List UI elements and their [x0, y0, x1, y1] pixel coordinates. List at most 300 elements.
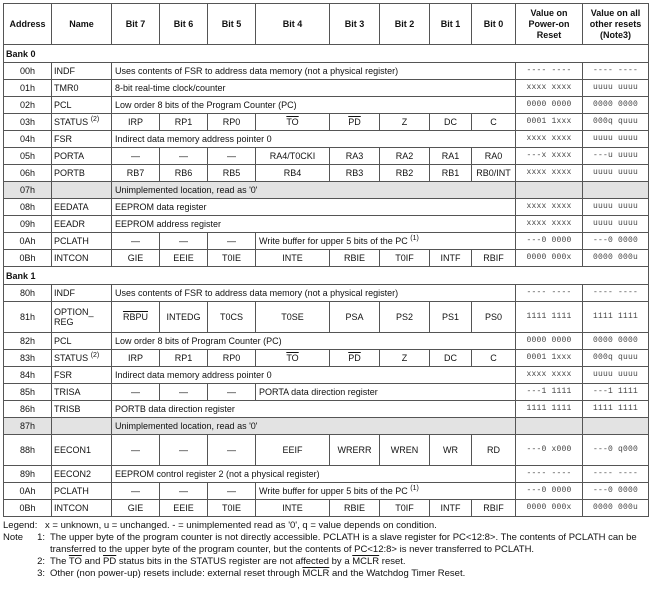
bit-cell [256, 500, 330, 517]
bit-label: RB0/INT [476, 168, 511, 178]
register-name [52, 250, 112, 267]
note-label: Note [3, 532, 24, 543]
register-address: 80h [4, 285, 52, 302]
bit-label: PS0 [484, 312, 502, 322]
description-text: Low order 8 bits of the Program Counter (PC) [115, 100, 297, 110]
power-on-reset-value: 0001 1xxx [516, 114, 583, 131]
register-name-text: FSR [54, 370, 72, 380]
other-reset-value: uuuu uuuu [583, 367, 649, 384]
bit-label: IRP [127, 353, 143, 363]
register-description [256, 233, 516, 250]
footnote-ref: (1) [410, 235, 419, 242]
description-text: PORTA data direction register [259, 387, 378, 397]
column-header: Bit 6 [160, 4, 208, 45]
register-name [52, 97, 112, 114]
register-name [52, 435, 112, 466]
description-text: Low order 8 bits of Program Counter (PC) [115, 336, 282, 346]
note-1-number: 1: [37, 532, 45, 543]
bit-cell [330, 165, 380, 182]
other-reset-value: 000q quuu [583, 350, 649, 367]
bit-label: PS1 [441, 312, 459, 322]
bit-label: GIE [127, 253, 144, 263]
other-reset-value: 0000 0000 [583, 97, 649, 114]
bit-cell: — [208, 233, 256, 250]
bit-cell [208, 165, 256, 182]
register-name [52, 302, 112, 333]
note-3 [3, 568, 648, 580]
bit-cell [430, 148, 472, 165]
register-description [112, 199, 516, 216]
register-address: 05h [4, 148, 52, 165]
description-text: 8-bit real-time clock/counter [115, 83, 226, 93]
bit-cell [112, 165, 160, 182]
bit-cell [330, 435, 380, 466]
bit-cell: — [160, 483, 208, 500]
bit-cell [112, 350, 160, 367]
bit-cell: — [160, 233, 208, 250]
register-name-text: INDF [54, 288, 75, 298]
power-on-reset-value: ---x xxxx [516, 148, 583, 165]
bit-cell [472, 165, 516, 182]
register-name [52, 114, 112, 131]
bank-header-row [4, 45, 649, 63]
bit-label: RBIE [343, 503, 365, 513]
footnote-ref: (2) [90, 352, 100, 359]
bit-cell [472, 114, 516, 131]
bit-label: RD [487, 445, 500, 455]
register-description [112, 285, 516, 302]
bit-label: T0IF [395, 253, 414, 263]
register-name [52, 466, 112, 483]
register-description [112, 80, 516, 97]
description-text: Indirect data memory address pointer 0 [115, 370, 272, 380]
bit-cell [208, 114, 256, 131]
bit-cell [112, 302, 160, 333]
power-on-reset-value: 0001 1xxx [516, 350, 583, 367]
register-name-text: STATUS [54, 117, 89, 127]
bit-cell [430, 302, 472, 333]
bit-cell [430, 165, 472, 182]
bit-label: RA4/T0CKI [269, 151, 316, 161]
register-description [256, 384, 516, 401]
bit-label: — [179, 445, 188, 455]
bit-cell [472, 435, 516, 466]
bit-cell [472, 250, 516, 267]
bit-label: RB7 [126, 168, 145, 178]
bit-cell: — [208, 384, 256, 401]
bit-cell [208, 350, 256, 367]
column-header: Bit 2 [380, 4, 430, 45]
bit-cell [256, 435, 330, 466]
column-header: Name [52, 4, 112, 45]
register-description [112, 216, 516, 233]
bit-cell [208, 302, 256, 333]
register-name [52, 418, 112, 435]
register-name [52, 233, 112, 250]
other-reset-value: 000q quuu [583, 114, 649, 131]
register-description [112, 131, 516, 148]
bit-cell [256, 350, 330, 367]
note-2-number: 2: [37, 556, 45, 567]
register-address: 01h [4, 80, 52, 97]
bit-label: C [490, 117, 497, 127]
register-name-text: EEADR [54, 219, 86, 229]
register-row [4, 435, 649, 466]
bit-label: $\overline{PD}$ [348, 117, 361, 127]
register-row [4, 165, 649, 182]
note-1-text: The upper byte of the program counter is not directly accessible. PCLATH is a slave register for PC<12:8>. The contents of PCLATH can be transferred to the upper byte of the program counter, but the contents of PC<12:8> is never transferred to PCLATH. [50, 532, 637, 555]
register-name-text: STATUS [54, 353, 89, 363]
register-address: 0Bh [4, 500, 52, 517]
other-reset-value: 1111 1111 [583, 401, 649, 418]
other-reset-value: 0000 000u [583, 500, 649, 517]
bit-label: DC [444, 353, 457, 363]
power-on-reset-value: ---- ---- [516, 285, 583, 302]
other-reset-value: ---u uuuu [583, 148, 649, 165]
bit-label: DC [444, 117, 457, 127]
bit-cell [256, 148, 330, 165]
bit-label: GIE [127, 503, 144, 513]
column-header: Bit 4 [256, 4, 330, 45]
register-name [52, 148, 112, 165]
power-on-reset-value: 1111 1111 [516, 302, 583, 333]
bit-label: INTE [282, 503, 303, 513]
other-reset-value: ---0 0000 [583, 483, 649, 500]
bit-label: EEIE [173, 253, 194, 263]
bit-label: RBIF [483, 503, 504, 513]
bit-cell [380, 435, 430, 466]
description-text: EEPROM data register [115, 202, 207, 212]
bit-label: EEIE [173, 503, 194, 513]
bit-label: WREN [390, 445, 419, 455]
register-name-text: TRISA [54, 387, 81, 397]
register-name [52, 333, 112, 350]
footnote-ref: (1) [410, 485, 419, 492]
register-name [52, 63, 112, 80]
bit-cell [330, 500, 380, 517]
legend-row [3, 520, 648, 532]
register-address: 86h [4, 401, 52, 418]
note-3-text: Other (non power-up) resets include: external reset through MCLR and the Watchdog Timer Reset. [50, 568, 466, 579]
register-name [52, 216, 112, 233]
column-header: Bit 1 [430, 4, 472, 45]
other-reset-value: ---1 1111 [583, 384, 649, 401]
register-address: 89h [4, 466, 52, 483]
other-reset-value: ---0 0000 [583, 233, 649, 250]
register-row [4, 148, 649, 165]
register-row [4, 250, 649, 267]
register-name [52, 182, 112, 199]
register-address: 0Ah [4, 483, 52, 500]
register-address: 88h [4, 435, 52, 466]
bit-label: $\overline{TO}$ [286, 117, 299, 127]
bit-label: RBIF [483, 253, 504, 263]
bit-cell [472, 350, 516, 367]
register-row [4, 418, 649, 435]
bit-cell [208, 435, 256, 466]
description-text: Unimplemented location, read as '0' [115, 185, 258, 195]
description-text: PORTB data direction register [115, 404, 235, 414]
bit-label: T0IF [395, 503, 414, 513]
bit-label: RB1 [441, 168, 460, 178]
bit-cell [472, 148, 516, 165]
footnote-ref: (2) [90, 116, 100, 123]
register-row [4, 233, 649, 250]
register-address: 83h [4, 350, 52, 367]
bit-cell [472, 500, 516, 517]
register-name-text: INDF [54, 66, 75, 76]
bit-label: — [131, 445, 140, 455]
register-address: 09h [4, 216, 52, 233]
register-row [4, 500, 649, 517]
register-name-text: PCLATH [54, 236, 89, 246]
bit-label: RA2 [395, 151, 414, 161]
register-address: 06h [4, 165, 52, 182]
note-1 [3, 532, 648, 556]
description-text: EEPROM control register 2 (not a physical register) [115, 469, 320, 479]
other-reset-value: 0000 0000 [583, 333, 649, 350]
register-address: 81h [4, 302, 52, 333]
column-header: Bit 3 [330, 4, 380, 45]
bit-label: Z [401, 117, 408, 127]
description-text: Unimplemented location, read as '0' [115, 421, 258, 431]
bit-label: EEIF [282, 445, 303, 455]
register-row [4, 63, 649, 80]
bit-cell [380, 302, 430, 333]
bit-cell: — [112, 483, 160, 500]
register-row [4, 114, 649, 131]
bit-label: RB3 [345, 168, 364, 178]
register-name-text: PORTA [54, 151, 85, 161]
register-name-text: OPTION_ REG [54, 307, 94, 327]
power-on-reset-value: 0000 000x [516, 250, 583, 267]
bit-label: RB5 [222, 168, 241, 178]
description-text: Write buffer for upper 5 bits of the PC [259, 486, 408, 496]
bit-label: INTE [282, 253, 303, 263]
bit-cell [160, 350, 208, 367]
bit-label: RP1 [174, 117, 193, 127]
power-on-reset-value [516, 418, 583, 435]
bit-cell [380, 148, 430, 165]
register-row [4, 333, 649, 350]
register-row [4, 384, 649, 401]
register-name-text: EEDATA [54, 202, 89, 212]
power-on-reset-value: 0000 000x [516, 500, 583, 517]
register-name [52, 131, 112, 148]
register-name [52, 80, 112, 97]
column-header: Address [4, 4, 52, 45]
description-text: Uses contents of FSR to address data memory (not a physical register) [115, 66, 399, 76]
register-description [112, 333, 516, 350]
description-text: Write buffer for upper 5 bits of the PC [259, 236, 408, 246]
column-header: Value on all other resets (Note3) [583, 4, 649, 45]
bit-label: — [227, 445, 236, 455]
other-reset-value: uuuu uuuu [583, 80, 649, 97]
register-address: 03h [4, 114, 52, 131]
register-address: 84h [4, 367, 52, 384]
register-name-text: PCL [54, 336, 72, 346]
other-reset-value: uuuu uuuu [583, 165, 649, 182]
power-on-reset-value: 0000 0000 [516, 333, 583, 350]
power-on-reset-value: xxxx xxxx [516, 216, 583, 233]
register-name [52, 165, 112, 182]
bit-cell [330, 148, 380, 165]
note-2 [3, 556, 648, 568]
bit-cell [330, 302, 380, 333]
bit-label: INTEDG [166, 312, 201, 322]
register-name [52, 367, 112, 384]
register-row [4, 350, 649, 367]
other-reset-value [583, 418, 649, 435]
other-reset-value: uuuu uuuu [583, 216, 649, 233]
register-address: 02h [4, 97, 52, 114]
register-row [4, 182, 649, 199]
note-2-text: The $\overline{TO}$ and $\overline{PD}$ status bits in the STATUS register are not affected by a MCLR reset. [50, 556, 406, 567]
register-description [112, 466, 516, 483]
register-description [112, 182, 516, 199]
bit-label: RB4 [283, 168, 302, 178]
register-name [52, 483, 112, 500]
register-row [4, 131, 649, 148]
bit-cell [256, 165, 330, 182]
register-row [4, 401, 649, 418]
register-row [4, 97, 649, 114]
register-name-text: INTCON [54, 503, 89, 513]
register-name [52, 500, 112, 517]
register-name-text: PCLATH [54, 486, 89, 496]
other-reset-value: ---- ---- [583, 285, 649, 302]
register-table-container [3, 3, 648, 580]
register-description [112, 63, 516, 80]
register-name [52, 401, 112, 418]
bit-label: T0CS [219, 312, 243, 322]
power-on-reset-value: 0000 0000 [516, 97, 583, 114]
bit-cell [256, 302, 330, 333]
register-description [112, 418, 516, 435]
power-on-reset-value [516, 182, 583, 199]
power-on-reset-value: xxxx xxxx [516, 165, 583, 182]
bit-cell [112, 114, 160, 131]
register-row [4, 199, 649, 216]
bit-cell [430, 114, 472, 131]
register-address: 08h [4, 199, 52, 216]
bit-label: RA3 [345, 151, 364, 161]
bit-label: IRP [127, 117, 143, 127]
bit-label: PS2 [395, 312, 413, 322]
bit-cell [380, 250, 430, 267]
register-name [52, 199, 112, 216]
bit-cell: — [112, 384, 160, 401]
bit-label: RA0 [484, 151, 503, 161]
bank-title: Bank 1 [4, 267, 649, 285]
register-address: 87h [4, 418, 52, 435]
power-on-reset-value: ---- ---- [516, 466, 583, 483]
power-on-reset-value: xxxx xxxx [516, 131, 583, 148]
bit-cell [380, 114, 430, 131]
bit-cell [472, 302, 516, 333]
column-header: Bit 7 [112, 4, 160, 45]
register-table [3, 3, 649, 517]
bit-label: WR [443, 445, 458, 455]
other-reset-value: uuuu uuuu [583, 131, 649, 148]
register-address: 0Bh [4, 250, 52, 267]
bit-cell [160, 114, 208, 131]
note-3-number: 3: [37, 568, 45, 579]
bit-cell [112, 500, 160, 517]
bit-cell [208, 500, 256, 517]
register-row [4, 302, 649, 333]
bit-cell [160, 302, 208, 333]
power-on-reset-value: ---0 x000 [516, 435, 583, 466]
register-name [52, 350, 112, 367]
bit-cell [256, 114, 330, 131]
bit-label: $\overline{TO}$ [286, 353, 299, 363]
bit-label: RBIE [343, 253, 365, 263]
bit-cell: — [208, 483, 256, 500]
bit-cell [160, 148, 208, 165]
register-name-text: PCL [54, 100, 72, 110]
other-reset-value [583, 182, 649, 199]
bit-label: RA1 [441, 151, 460, 161]
bit-cell [160, 250, 208, 267]
register-row [4, 216, 649, 233]
bit-cell [160, 435, 208, 466]
register-address: 0Ah [4, 233, 52, 250]
other-reset-value: 0000 000u [583, 250, 649, 267]
register-address: 82h [4, 333, 52, 350]
register-name [52, 384, 112, 401]
register-address: 85h [4, 384, 52, 401]
bit-label: RP1 [174, 353, 193, 363]
bit-cell [430, 500, 472, 517]
bit-label: RP0 [222, 117, 241, 127]
bit-cell [330, 114, 380, 131]
other-reset-value: 1111 1111 [583, 302, 649, 333]
power-on-reset-value: xxxx xxxx [516, 199, 583, 216]
register-name-text: EECON1 [54, 445, 92, 455]
description-text: Uses contents of FSR to address data memory (not a physical register) [115, 288, 399, 298]
bit-cell [160, 500, 208, 517]
bit-label: C [490, 353, 497, 363]
register-name-text: INTCON [54, 253, 89, 263]
bit-cell [430, 350, 472, 367]
register-row [4, 80, 649, 97]
description-text: Indirect data memory address pointer 0 [115, 134, 272, 144]
column-header: Bit 0 [472, 4, 516, 45]
bit-cell [208, 250, 256, 267]
bit-label: RB6 [174, 168, 193, 178]
power-on-reset-value: xxxx xxxx [516, 367, 583, 384]
bit-label: INTF [440, 503, 461, 513]
legend-text: x = unknown, u = unchanged. - = unimplemented read as '0', q = value depends on condition. [45, 520, 437, 531]
bit-label: $\overline{PD}$ [348, 353, 361, 363]
bank-title: Bank 0 [4, 45, 649, 63]
register-name-text: EECON2 [54, 469, 92, 479]
description-text: EEPROM address register [115, 219, 222, 229]
bit-label: — [227, 151, 236, 161]
bit-label: RBPU [122, 312, 148, 322]
other-reset-value: ---- ---- [583, 466, 649, 483]
bank-header-row [4, 267, 649, 285]
bit-label: PSA [345, 312, 364, 322]
register-name [52, 285, 112, 302]
legend-label: Legend: [3, 520, 38, 531]
bit-cell [256, 250, 330, 267]
register-row [4, 285, 649, 302]
register-address: 04h [4, 131, 52, 148]
bit-cell [160, 165, 208, 182]
bit-label: — [131, 151, 140, 161]
